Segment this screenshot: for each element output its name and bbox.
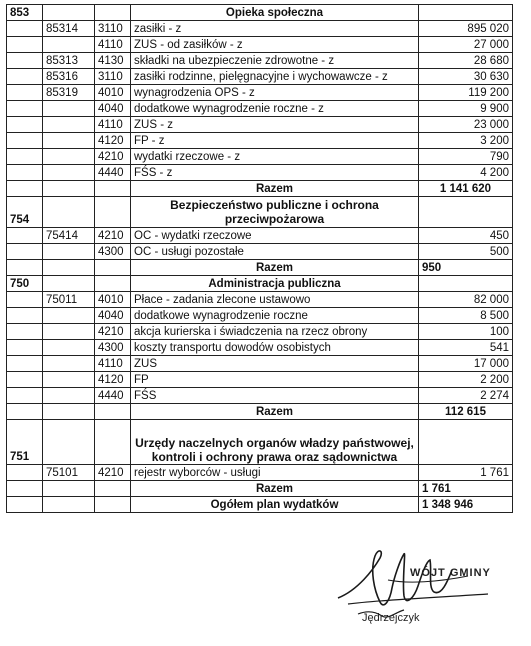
table-row — [7, 149, 513, 165]
rozdzial-cell: 85316 — [43, 69, 95, 85]
item-name-cell: zasiłki rodzinne, pielęgnacyjne i wychowawcze - z — [131, 69, 419, 85]
item-name-cell: ZUS - od zasiłków - z — [131, 37, 419, 53]
total-amount: 950 — [419, 260, 513, 276]
paragraf-cell: 4210 — [95, 465, 131, 481]
table-row — [7, 117, 513, 133]
amount-cell: 4 200 — [419, 165, 513, 181]
item-name-cell: koszty transportu dowodów osobistych — [131, 340, 419, 356]
dzial-code: 750 — [7, 276, 43, 292]
paragraf-cell: 4110 — [95, 117, 131, 133]
paragraf-cell: 4110 — [95, 37, 131, 53]
section-header-row — [7, 276, 513, 292]
rozdzial-cell — [43, 372, 95, 388]
amount-cell: 790 — [419, 149, 513, 165]
rozdzial-cell — [43, 244, 95, 260]
paragraf-cell: 3110 — [95, 21, 131, 37]
paragraf-cell: 4120 — [95, 372, 131, 388]
item-name-cell: dodatkowe wynagrodzenie roczne - z — [131, 101, 419, 117]
paragraf-cell: 4040 — [95, 101, 131, 117]
paragraf-cell: 4010 — [95, 292, 131, 308]
section-title: Administracja publiczna — [131, 276, 419, 292]
table-row — [7, 53, 513, 69]
item-name-cell: Płace - zadania zlecone ustawowo — [131, 292, 419, 308]
paragraf-cell: 4210 — [95, 324, 131, 340]
item-name-cell: wynagrodzenia OPS - z — [131, 85, 419, 101]
section-title: Urzędy naczelnych organów władzy państwowej, kontroli i ochrony prawa oraz sądownictwa — [131, 420, 419, 465]
total-label: Razem — [131, 481, 419, 497]
item-name-cell: FP — [131, 372, 419, 388]
item-name-cell: dodatkowe wynagrodzenie roczne — [131, 308, 419, 324]
amount-cell: 3 200 — [419, 133, 513, 149]
rozdzial-cell — [43, 133, 95, 149]
table-row — [7, 85, 513, 101]
paragraf-cell: 4300 — [95, 244, 131, 260]
paragraf-cell: 4040 — [95, 308, 131, 324]
item-name-cell: FŚS — [131, 388, 419, 404]
rozdzial-cell — [43, 308, 95, 324]
table-row — [7, 244, 513, 260]
amount-cell: 30 630 — [419, 69, 513, 85]
section-total-row — [7, 260, 513, 276]
table-row — [7, 372, 513, 388]
amount-cell: 541 — [419, 340, 513, 356]
table-row — [7, 21, 513, 37]
amount-cell: 2 200 — [419, 372, 513, 388]
amount-cell: 895 020 — [419, 21, 513, 37]
table-row — [7, 324, 513, 340]
section-total-row — [7, 181, 513, 197]
total-amount: 112 615 — [419, 404, 513, 420]
table-row — [7, 356, 513, 372]
item-name-cell: OC - usługi pozostałe — [131, 244, 419, 260]
signature-stamp-title: WÓJT GMINY — [410, 567, 491, 579]
grand-total-row — [7, 497, 513, 513]
rozdzial-cell: 85314 — [43, 21, 95, 37]
item-name-cell: ZUS — [131, 356, 419, 372]
rozdzial-cell — [43, 356, 95, 372]
section-total-row — [7, 404, 513, 420]
amount-cell: 82 000 — [419, 292, 513, 308]
paragraf-cell: 4440 — [95, 388, 131, 404]
total-amount: 1 761 — [419, 481, 513, 497]
paragraf-cell: 4300 — [95, 340, 131, 356]
total-label: Razem — [131, 260, 419, 276]
paragraf-cell: 4010 — [95, 85, 131, 101]
item-name-cell: wydatki rzeczowe - z — [131, 149, 419, 165]
rozdzial-cell: 75011 — [43, 292, 95, 308]
paragraf-cell: 4210 — [95, 228, 131, 244]
paragraf-cell: 4440 — [95, 165, 131, 181]
table-row — [7, 165, 513, 181]
dzial-code: 751 — [7, 420, 43, 465]
paragraf-cell: 4120 — [95, 133, 131, 149]
item-name-cell: składki na ubezpieczenie zdrowotne - z — [131, 53, 419, 69]
total-amount: 1 141 620 — [419, 181, 513, 197]
section-header-row — [7, 197, 513, 228]
table-row — [7, 69, 513, 85]
table-row — [7, 465, 513, 481]
item-name-cell: rejestr wyborców - usługi — [131, 465, 419, 481]
rozdzial-cell — [43, 165, 95, 181]
amount-cell: 27 000 — [419, 37, 513, 53]
rozdzial-cell — [43, 324, 95, 340]
table-row — [7, 101, 513, 117]
item-name-cell: FP - z — [131, 133, 419, 149]
table-row — [7, 308, 513, 324]
paragraf-cell: 3110 — [95, 69, 131, 85]
section-title: Opieka społeczna — [131, 5, 419, 21]
amount-cell: 450 — [419, 228, 513, 244]
table-row — [7, 133, 513, 149]
item-name-cell: FŚS - z — [131, 165, 419, 181]
amount-cell: 1 761 — [419, 465, 513, 481]
table-row — [7, 292, 513, 308]
amount-cell: 2 274 — [419, 388, 513, 404]
table-row — [7, 388, 513, 404]
rozdzial-cell: 85313 — [43, 53, 95, 69]
rozdzial-cell — [43, 101, 95, 117]
total-label: Razem — [131, 181, 419, 197]
amount-cell: 100 — [419, 324, 513, 340]
grand-total-label: Ogółem plan wydatków — [131, 497, 419, 513]
amount-cell: 8 500 — [419, 308, 513, 324]
rozdzial-cell — [43, 117, 95, 133]
paragraf-cell: 4110 — [95, 356, 131, 372]
section-header-row — [7, 5, 513, 21]
rozdzial-cell: 85319 — [43, 85, 95, 101]
section-total-row — [7, 481, 513, 497]
amount-cell: 500 — [419, 244, 513, 260]
item-name-cell: zasiłki - z — [131, 21, 419, 37]
paragraf-cell: 4210 — [95, 149, 131, 165]
item-name-cell: OC - wydatki rzeczowe — [131, 228, 419, 244]
table-row — [7, 37, 513, 53]
dzial-code: 853 — [7, 5, 43, 21]
table-row — [7, 340, 513, 356]
amount-cell: 28 680 — [419, 53, 513, 69]
rozdzial-cell: 75414 — [43, 228, 95, 244]
item-name-cell: ZUS - z — [131, 117, 419, 133]
amount-cell: 9 900 — [419, 101, 513, 117]
rozdzial-cell — [43, 37, 95, 53]
dzial-code: 754 — [7, 197, 43, 228]
grand-total-amount: 1 348 946 — [419, 497, 513, 513]
table-row — [7, 228, 513, 244]
section-title: Bezpieczeństwo publiczne i ochrona przeciwpożarowa — [131, 197, 419, 228]
amount-cell: 119 200 — [419, 85, 513, 101]
rozdzial-cell — [43, 340, 95, 356]
paragraf-cell: 4130 — [95, 53, 131, 69]
budget-table — [6, 4, 513, 513]
rozdzial-cell — [43, 149, 95, 165]
signature-stamp-name: Jędrzejczyk — [362, 612, 420, 624]
section-header-row — [7, 420, 513, 465]
amount-cell: 17 000 — [419, 356, 513, 372]
rozdzial-cell: 75101 — [43, 465, 95, 481]
rozdzial-cell — [43, 388, 95, 404]
total-label: Razem — [131, 404, 419, 420]
amount-cell: 23 000 — [419, 117, 513, 133]
item-name-cell: akcja kurierska i świadczenia na rzecz obrony — [131, 324, 419, 340]
